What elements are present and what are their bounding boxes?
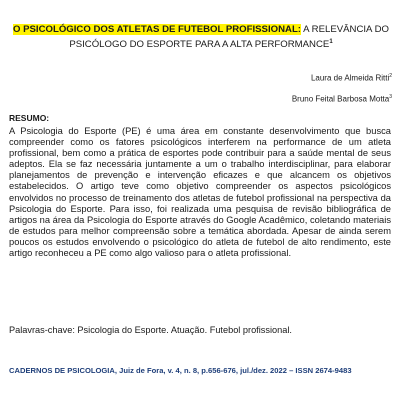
author-2-mark: 3 xyxy=(389,94,392,100)
title-rest: A RELEVÂNCIA DO PSICÓLOGO DO ESPORTE PARA A ALTA PERFORMANCE xyxy=(69,24,389,51)
author-1 xyxy=(311,71,392,84)
article-title xyxy=(10,24,392,51)
abstract-label: RESUMO: xyxy=(9,113,50,123)
author-1-mark: 2 xyxy=(389,73,392,79)
journal-footer: CADERNOS DE PSICOLOGIA, Juiz de Fora, v. 4, n. 8, p.656-676, jul./dez. 2022 – ISSN 2674-9483 xyxy=(9,366,352,375)
abstract-text: A Psicologia do Esporte (PE) é uma área em constante desenvolvimento que busca compreender como os fatores psicológicos interferem na performance de um atleta profissional, bem como a prática de esportes pode contribuir para a saúde mental de seus adeptos. Ela se faz necessária juntamente a um o trabalho interdisciplinar, para elaborar planejamentos de prevenção e intervenção eficazes e que alcancem os objetivos estabelecidos. O artigo teve como objetivo compreender os aspectos psicológicos envolvidos no processo de treinamento dos atletas de futebol profissional na perspectiva da Psicologia do Esporte. Para isso, foi realizada uma pesquisa de revisão bibliográfica de artigos na área da Psicologia do Esporte através do Google Acadêmico, coletando materiais de estudos para melhor compreensão sobre a temática abordada. Apesar de ainda serem poucos os estudos envolvendo o psicológico do atleta de futebol de alto rendimento, este artigo reconheceu a PE como algo valioso para o atleta profissional. xyxy=(9,126,391,259)
author-1-name: Laura de Almeida Ritti xyxy=(310,73,390,83)
keywords: Palavras-chave: Psicologia do Esporte. Atuação. Futebol profissional. xyxy=(9,325,292,335)
title-footnote-mark: 1 xyxy=(329,39,333,45)
title-highlighted: O PSICOLÓGICO DOS ATLETAS DE FUTEBOL PROFISSIONAL: xyxy=(13,24,301,35)
author-2 xyxy=(292,92,392,105)
author-2-name: Bruno Feital Barbosa Motta xyxy=(291,94,390,104)
